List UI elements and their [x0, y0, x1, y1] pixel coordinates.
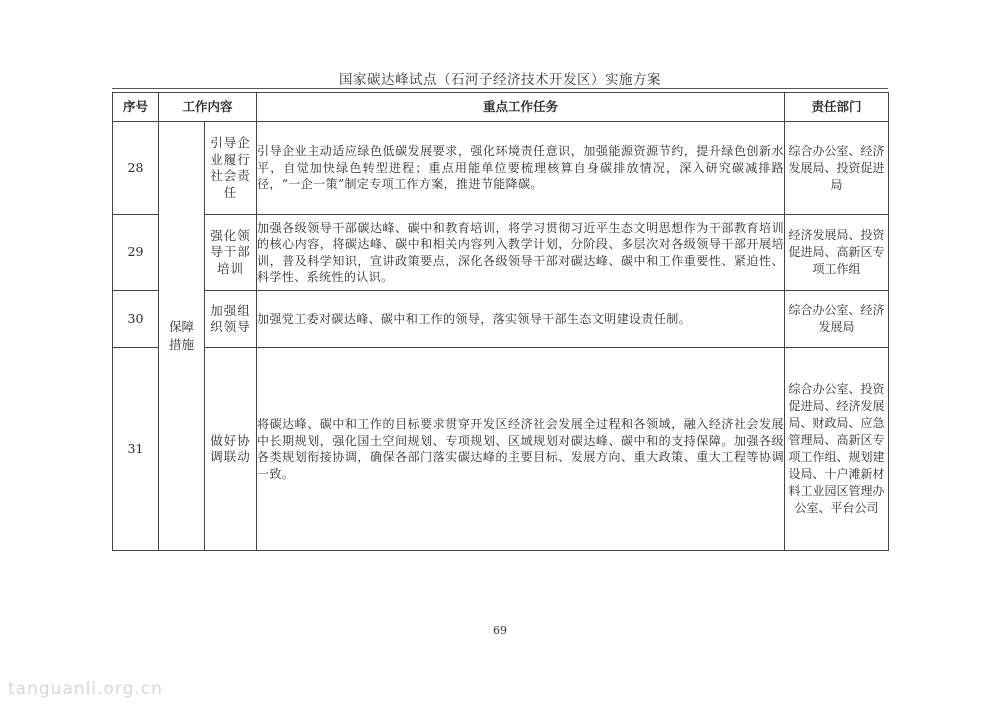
table-row — [113, 122, 889, 215]
row-seq: 31 — [113, 348, 159, 551]
header-key-tasks: 重点工作任务 — [257, 93, 785, 122]
page-number: 69 — [493, 624, 507, 637]
task-table — [112, 92, 889, 551]
table-row — [113, 291, 889, 348]
row-task: 加强党工委对碳达峰、碳中和工作的领导，落实领导干部生态文明建设责任制。 — [257, 291, 785, 348]
header-seq: 序号 — [113, 93, 159, 122]
table-header-row — [113, 93, 889, 122]
header-rule — [112, 88, 888, 89]
row-item: 做好协调联动 — [205, 348, 257, 551]
watermark-text: tanguanli.org.cn — [8, 679, 163, 699]
row-seq: 30 — [113, 291, 159, 348]
page-header-title: 国家碳达峰试点（石河子经济技术开发区）实施方案 — [339, 72, 661, 88]
table-row — [113, 348, 889, 551]
row-seq: 28 — [113, 122, 159, 215]
header-responsible: 责任部门 — [785, 93, 889, 122]
header-work-content: 工作内容 — [159, 93, 257, 122]
row-departments: 经济发展局、投资促进局、高新区专项工作组 — [785, 215, 889, 291]
row-item: 引导企业履行社会责任 — [205, 122, 257, 215]
row-departments: 综合办公室、投资促进局、经济发展局、财政局、应急管理局、高新区专项工作组、规划建设局、十户滩新材料工业园区管理办公室、平台公司 — [785, 348, 889, 551]
row-item: 加强组织领导 — [205, 291, 257, 348]
category-cell: 保障措施 — [159, 122, 205, 551]
row-task: 将碳达峰、碳中和工作的目标要求贯穿开发区经济社会发展全过程和各领域，融入经济社会发展中长期规划，强化国土空间规划、专项规划、区域规划对碳达峰、碳中和的支持保障。加强各级各类规划衔接协调，确保各部门落实碳达峰的主要目标、发展方向、重大政策、重大工程等协调一致。 — [257, 348, 785, 551]
row-seq: 29 — [113, 215, 159, 291]
row-task: 引导企业主动适应绿色低碳发展要求，强化环境责任意识，加强能源资源节约，提升绿色创新水平，自觉加快绿色转型进程；重点用能单位要梳理核算自身碳排放情况，深入研究碳减排路径，“一企一策”制定专项工作方案，推进节能降碳。 — [257, 122, 785, 215]
row-departments: 综合办公室、经济发展局 — [785, 291, 889, 348]
table-row — [113, 215, 889, 291]
row-item: 强化领导干部培训 — [205, 215, 257, 291]
row-task: 加强各级领导干部碳达峰、碳中和教育培训，将学习贯彻习近平生态文明思想作为干部教育培训的核心内容，将碳达峰、碳中和相关内容列入教学计划，分阶段、多层次对各级领导干部开展培训，普及科学知识，宣讲政策要点，深化各级领导干部对碳达峰、碳中和工作重要性、紧迫性、科学性、系统性的认识。 — [257, 215, 785, 291]
row-departments: 综合办公室、经济发展局、投资促进局 — [785, 122, 889, 215]
